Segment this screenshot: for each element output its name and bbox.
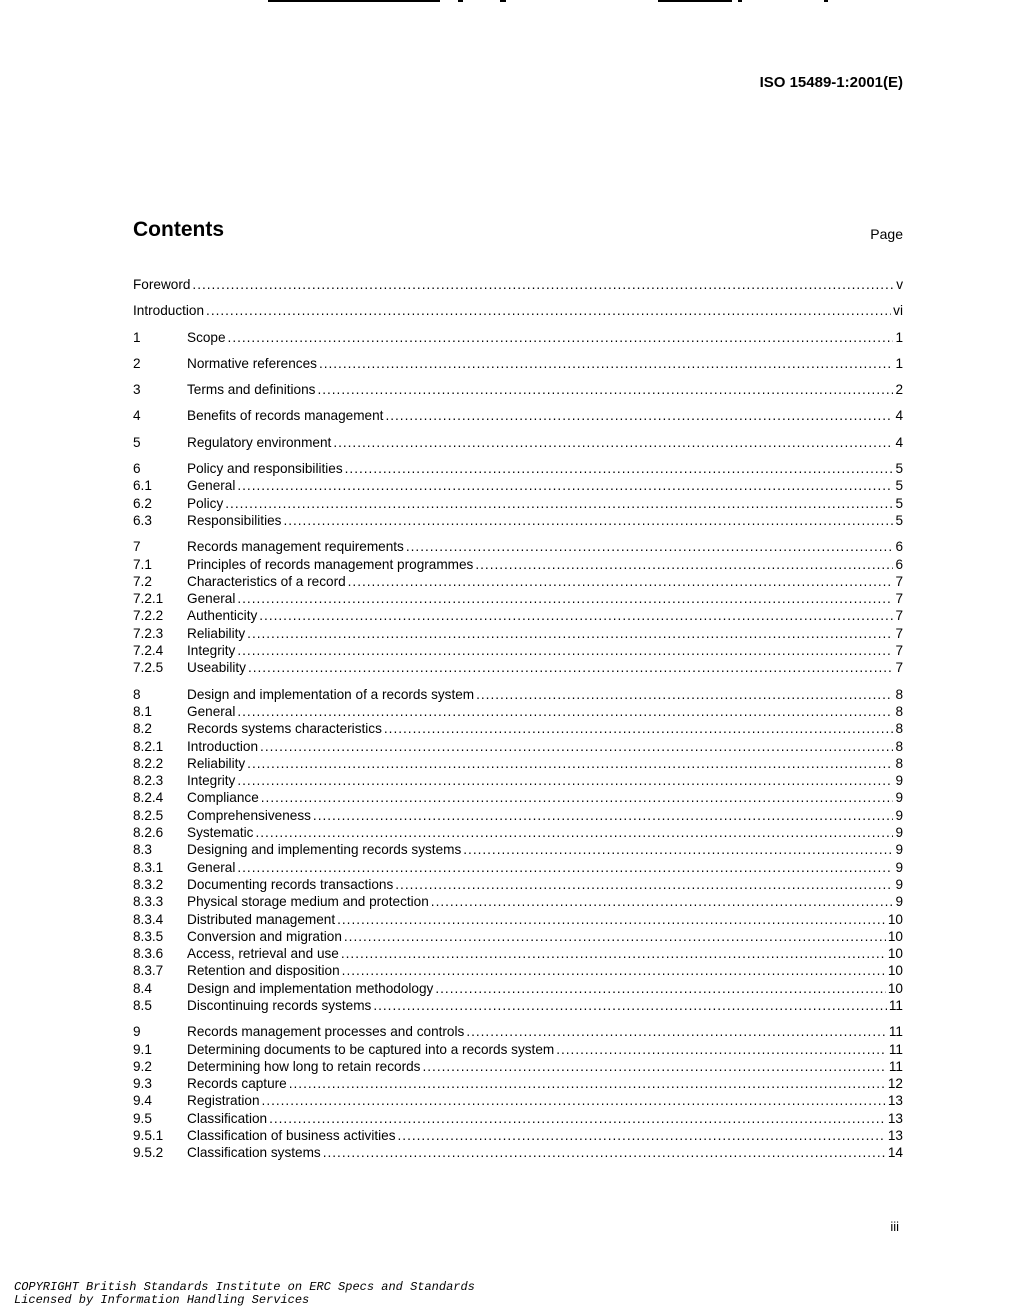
toc-entry[interactable] <box>133 876 903 893</box>
toc-dot-leader <box>384 720 894 737</box>
toc-entry-page: 13 <box>887 1093 903 1109</box>
toc-entry-page: 9 <box>895 859 903 875</box>
toc-dot-leader <box>395 876 893 893</box>
toc-entry[interactable] <box>133 590 903 607</box>
toc-dot-leader <box>248 659 894 676</box>
toc-dot-leader <box>259 607 893 624</box>
toc-entry-page: 7 <box>895 591 903 607</box>
toc-dot-leader <box>206 302 891 319</box>
toc-entry[interactable] <box>133 789 903 806</box>
toc-entry-page: 10 <box>887 963 903 979</box>
toc-dot-leader <box>247 625 893 642</box>
toc-entry-number: 8.5 <box>133 997 152 1013</box>
toc-entry-page: 13 <box>887 1110 903 1126</box>
toc-entry[interactable] <box>133 573 903 590</box>
toc-entry-page: 9 <box>895 876 903 892</box>
toc-entry-title: Design and implementation of a records system <box>187 686 475 702</box>
toc-entry-page: 4 <box>895 434 903 450</box>
toc-entry-page: 7 <box>895 643 903 659</box>
toc-entry-page: 5 <box>895 461 903 477</box>
toc-entry-page: 4 <box>895 408 903 424</box>
toc-entry-title: Reliability <box>187 755 246 771</box>
toc-entry-number: 5 <box>133 434 141 450</box>
toc-entry[interactable] <box>133 1092 903 1109</box>
toc-entry-number: 9.5 <box>133 1110 152 1126</box>
toc-entry-number: 4 <box>133 408 141 424</box>
toc-entry[interactable] <box>133 755 903 772</box>
toc-dot-leader <box>289 1075 886 1092</box>
toc-entry-page: 1 <box>895 355 903 371</box>
toc-dot-leader <box>337 911 886 928</box>
toc-dot-leader <box>476 686 893 703</box>
toc-entry-title: Policy and responsibilities <box>187 461 343 477</box>
toc-entry-page: 9 <box>895 807 903 823</box>
toc-entry-number: 8.3.5 <box>133 928 164 944</box>
toc-entry-title: Reliability <box>187 625 246 641</box>
toc-entry-page: 5 <box>895 478 903 494</box>
toc-entry-number: 9.5.1 <box>133 1128 164 1144</box>
toc-entry-title: General <box>187 703 236 719</box>
toc-entry-title: Authenticity <box>187 608 258 624</box>
toc-entry[interactable] <box>133 329 903 346</box>
toc-entry-title: Classification <box>187 1110 268 1126</box>
toc-entry-page: 13 <box>887 1128 903 1144</box>
toc-entry-title: Determining documents to be captured into a records system <box>187 1041 555 1057</box>
toc-entry-title: Conversion and migration <box>187 928 342 944</box>
toc-entry-page: 10 <box>887 980 903 996</box>
toc-entry[interactable] <box>133 381 903 398</box>
toc-entry[interactable] <box>133 859 903 876</box>
toc-dot-leader <box>255 824 893 841</box>
toc-entry[interactable] <box>133 1144 903 1161</box>
toc-entry[interactable] <box>133 720 903 737</box>
toc-entry-page: vi <box>893 303 903 319</box>
document-id-header: ISO 15489-1:2001(E) <box>759 74 903 91</box>
toc-entry-number: 7.2.2 <box>133 608 164 624</box>
toc-entry-title: Documenting records transactions <box>187 876 394 892</box>
toc-entry-number: 8.2.4 <box>133 790 164 806</box>
toc-dot-leader <box>237 590 893 607</box>
toc-entry-title: Responsibilities <box>187 512 282 528</box>
toc-entry-title: Regulatory environment <box>187 434 332 450</box>
toc-entry-title: Registration <box>187 1093 260 1109</box>
toc-dot-leader <box>313 807 894 824</box>
toc-entry-page: 14 <box>887 1145 903 1161</box>
toc-entry-page: 9 <box>895 842 903 858</box>
toc-entry-page: v <box>896 277 903 292</box>
toc-dot-leader <box>345 460 894 477</box>
toc-entry-number: 7.2 <box>133 573 152 589</box>
toc-dot-leader <box>422 1058 886 1075</box>
toc-dot-leader <box>344 928 886 945</box>
toc-dot-leader <box>463 841 893 858</box>
toc-entry-number: 7.2.4 <box>133 643 164 659</box>
toc-entry[interactable] <box>133 355 903 372</box>
table-of-contents <box>133 276 903 1162</box>
toc-entry-page: 7 <box>895 625 903 641</box>
toc-entry-title: Integrity <box>187 773 236 789</box>
toc-entry-page: 8 <box>895 755 903 771</box>
toc-entry[interactable] <box>133 1110 903 1127</box>
toc-entry-title: Classification systems <box>187 1145 321 1161</box>
toc-entry-title: Introduction <box>187 738 259 754</box>
toc-entry-title: Records management requirements <box>187 539 404 555</box>
toc-entry-number: 8.2.5 <box>133 807 164 823</box>
toc-entry-page: 7 <box>895 660 903 676</box>
toc-entry-title: General <box>187 859 236 875</box>
toc-entry-title: Principles of records management programmes <box>187 556 474 572</box>
toc-entry-page: 9 <box>895 825 903 841</box>
toc-entry-title: Designing and implementing records systems <box>187 842 462 858</box>
toc-entry-number: 7.2.3 <box>133 625 164 641</box>
toc-entry-page: 12 <box>887 1076 903 1092</box>
contents-heading: Contents <box>133 218 224 241</box>
toc-entry-number: 8.2.6 <box>133 825 164 841</box>
toc-entry[interactable] <box>133 495 903 512</box>
toc-entry-title: Physical storage medium and protection <box>187 894 429 910</box>
toc-entry[interactable] <box>133 556 903 573</box>
toc-entry-number: 9.3 <box>133 1076 152 1092</box>
toc-dot-leader <box>333 434 893 451</box>
toc-dot-leader <box>435 980 886 997</box>
toc-entry-page: 11 <box>888 1024 903 1040</box>
toc-entry-title: Integrity <box>187 643 236 659</box>
toc-entry-title: Introduction <box>133 303 205 319</box>
toc-entry-title: Records capture <box>187 1076 287 1092</box>
copyright-line: COPYRIGHT British Standards Institute on ERC Specs and Standards <box>14 1280 475 1294</box>
toc-entry-number: 8.3.1 <box>133 859 164 875</box>
toc-dot-leader <box>385 407 893 424</box>
toc-entry[interactable] <box>133 302 903 319</box>
toc-entry[interactable] <box>133 625 903 642</box>
toc-entry-page: 10 <box>887 928 903 944</box>
toc-entry-number: 9 <box>133 1024 141 1040</box>
toc-entry-number: 8.4 <box>133 980 152 996</box>
toc-dot-leader <box>398 1127 886 1144</box>
toc-entry[interactable] <box>133 703 903 720</box>
toc-entry[interactable] <box>133 807 903 824</box>
toc-dot-leader <box>466 1023 887 1040</box>
toc-entry-title: Terms and definitions <box>187 382 316 398</box>
license-line: Licensed by Information Handling Services <box>14 1293 310 1307</box>
toc-entry-title: Retention and disposition <box>187 963 340 979</box>
toc-entry-title: Distributed management <box>187 911 336 927</box>
toc-entry-title: Discontinuing records systems <box>187 997 372 1013</box>
toc-entry-number: 8.2 <box>133 721 152 737</box>
toc-dot-leader <box>342 962 886 979</box>
toc-entry[interactable] <box>133 997 903 1014</box>
toc-entry[interactable] <box>133 460 903 477</box>
toc-entry-title: Systematic <box>187 825 254 841</box>
toc-dot-leader <box>225 495 893 512</box>
toc-entry-number: 8.2.1 <box>133 738 164 754</box>
toc-entry-page: 11 <box>888 1041 903 1057</box>
toc-dot-leader <box>247 755 893 772</box>
toc-dot-leader <box>262 1092 886 1109</box>
toc-entry[interactable] <box>133 407 903 424</box>
toc-entry[interactable] <box>133 1127 903 1144</box>
toc-dot-leader <box>475 556 893 573</box>
toc-entry[interactable] <box>133 477 903 494</box>
toc-entry-number: 8 <box>133 686 141 702</box>
toc-dot-leader <box>406 538 894 555</box>
toc-entry-page: 9 <box>895 773 903 789</box>
page-folio: iii <box>890 1219 899 1234</box>
toc-entry[interactable] <box>133 980 903 997</box>
toc-dot-leader <box>237 859 893 876</box>
toc-entry[interactable] <box>133 928 903 945</box>
toc-entry-number: 9.4 <box>133 1093 152 1109</box>
toc-entry-title: Useability <box>187 660 246 676</box>
toc-entry[interactable] <box>133 945 903 962</box>
toc-entry-page: 5 <box>895 495 903 511</box>
toc-entry-page: 11 <box>888 997 903 1013</box>
toc-entry-number: 8.3.3 <box>133 894 164 910</box>
toc-entry[interactable] <box>133 434 903 451</box>
toc-entry-page: 5 <box>895 512 903 528</box>
toc-dot-leader <box>283 512 893 529</box>
toc-entry-page: 8 <box>895 686 903 702</box>
page-column-label: Page <box>870 226 903 242</box>
toc-dot-leader <box>237 703 893 720</box>
toc-entry-page: 6 <box>895 539 903 555</box>
toc-entry[interactable] <box>133 642 903 659</box>
toc-entry-page: 10 <box>887 946 903 962</box>
toc-entry[interactable] <box>133 1075 903 1092</box>
toc-entry-title: Compliance <box>187 790 259 806</box>
toc-entry-number: 7.1 <box>133 556 152 572</box>
toc-entry-title: Determining how long to retain records <box>187 1058 421 1074</box>
toc-dot-leader <box>348 573 894 590</box>
toc-dot-leader <box>237 642 893 659</box>
toc-entry-number: 6.3 <box>133 512 152 528</box>
toc-entry[interactable] <box>133 659 903 676</box>
toc-entry-title: General <box>187 591 236 607</box>
toc-entry[interactable] <box>133 1058 903 1075</box>
toc-entry-number: 9.2 <box>133 1058 152 1074</box>
copyright-notice <box>14 1281 475 1307</box>
toc-entry-title: Benefits of records management <box>187 408 384 424</box>
toc-entry-number: 8.3.4 <box>133 911 164 927</box>
scan-artifact-marks <box>0 0 1013 4</box>
toc-dot-leader <box>323 1144 886 1161</box>
toc-entry-number: 2 <box>133 355 141 371</box>
toc-entry-page: 8 <box>895 703 903 719</box>
toc-entry-number: 8.2.2 <box>133 755 164 771</box>
toc-entry[interactable] <box>133 911 903 928</box>
toc-dot-leader <box>317 381 893 398</box>
toc-dot-leader <box>431 893 894 910</box>
toc-entry-title: Records management processes and controls <box>187 1024 465 1040</box>
toc-entry-title: Policy <box>187 495 224 511</box>
toc-entry-title: Access, retrieval and use <box>187 946 339 962</box>
toc-entry-title: General <box>187 478 236 494</box>
toc-entry-number: 6.2 <box>133 495 152 511</box>
toc-entry-number: 7.2.1 <box>133 591 164 607</box>
toc-entry-number: 7.2.5 <box>133 660 164 676</box>
toc-entry[interactable] <box>133 1023 903 1040</box>
toc-entry[interactable] <box>133 824 903 841</box>
toc-entry[interactable] <box>133 962 903 979</box>
toc-dot-leader <box>192 276 894 293</box>
toc-dot-leader <box>269 1110 886 1127</box>
toc-entry-title: Records systems characteristics <box>187 721 382 737</box>
toc-entry-page: 9 <box>895 790 903 806</box>
toc-entry[interactable] <box>133 772 903 789</box>
toc-entry-title: Comprehensiveness <box>187 807 311 823</box>
toc-entry[interactable] <box>133 607 903 624</box>
toc-entry[interactable] <box>133 512 903 529</box>
toc-entry-page: 7 <box>895 608 903 624</box>
toc-entry-title: Normative references <box>187 355 317 371</box>
toc-dot-leader <box>261 789 894 806</box>
toc-entry-page: 8 <box>895 721 903 737</box>
toc-entry-page: 11 <box>888 1058 903 1074</box>
toc-entry[interactable] <box>133 1041 903 1058</box>
toc-entry-title: Classification of business activities <box>187 1128 396 1144</box>
toc-entry-title: Characteristics of a record <box>187 573 346 589</box>
toc-dot-leader <box>319 355 893 372</box>
toc-entry-number: 8.1 <box>133 703 152 719</box>
toc-dot-leader <box>237 477 893 494</box>
toc-dot-leader <box>228 329 894 346</box>
toc-entry-title: Design and implementation methodology <box>187 980 434 996</box>
toc-entry-page: 9 <box>895 894 903 910</box>
toc-entry-page: 7 <box>895 573 903 589</box>
toc-entry[interactable] <box>133 538 903 555</box>
toc-entry-page: 10 <box>887 911 903 927</box>
toc-dot-leader <box>556 1041 887 1058</box>
toc-entry-number: 1 <box>133 329 141 345</box>
toc-entry-number: 8.3.6 <box>133 946 164 962</box>
toc-entry-number: 6.1 <box>133 478 152 494</box>
toc-entry-number: 3 <box>133 382 141 398</box>
toc-entry-number: 8.3.2 <box>133 876 164 892</box>
toc-entry-page: 8 <box>895 738 903 754</box>
toc-entry[interactable] <box>133 738 903 755</box>
toc-dot-leader <box>373 997 887 1014</box>
toc-entry[interactable] <box>133 841 903 858</box>
toc-entry-title: Foreword <box>133 277 191 292</box>
toc-entry[interactable] <box>133 276 903 293</box>
toc-entry-number: 8.3 <box>133 842 152 858</box>
toc-entry-number: 6 <box>133 461 141 477</box>
toc-entry-number: 8.3.7 <box>133 963 164 979</box>
toc-entry-page: 6 <box>895 556 903 572</box>
toc-entry-number: 7 <box>133 539 141 555</box>
toc-dot-leader <box>260 738 893 755</box>
toc-entry-title: Scope <box>187 329 226 345</box>
toc-entry-number: 8.2.3 <box>133 773 164 789</box>
toc-entry-page: 2 <box>895 382 903 398</box>
toc-dot-leader <box>341 945 886 962</box>
toc-entry-page: 1 <box>895 329 903 345</box>
toc-entry-number: 9.1 <box>133 1041 152 1057</box>
toc-dot-leader <box>237 772 893 789</box>
toc-entry-number: 9.5.2 <box>133 1145 164 1161</box>
toc-entry[interactable] <box>133 893 903 910</box>
toc-entry[interactable] <box>133 686 903 703</box>
